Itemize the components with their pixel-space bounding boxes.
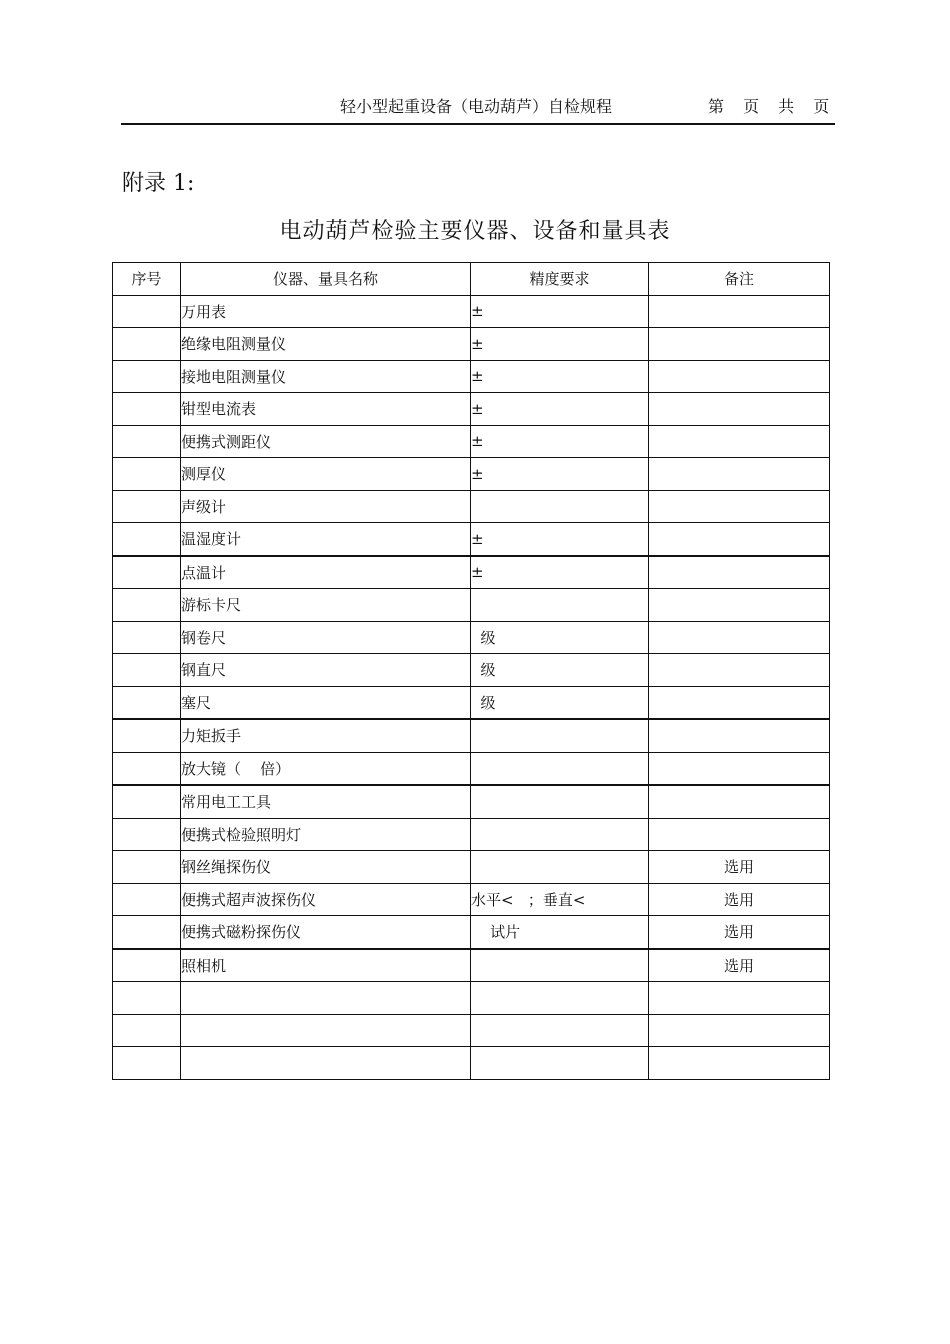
table-row	[113, 393, 830, 426]
cell-precision: ±	[471, 328, 649, 361]
table-row	[113, 490, 830, 523]
cell-instrument-name: 便携式测距仪	[181, 425, 471, 458]
header-title: 轻小型起重设备（电动葫芦）自检规程	[340, 97, 613, 116]
cell-seq	[113, 883, 181, 916]
cell-precision: ±	[471, 393, 649, 426]
cell-instrument-name: 游标卡尺	[181, 589, 471, 622]
table-row	[113, 1047, 830, 1080]
table-row	[113, 916, 830, 949]
table-row	[113, 295, 830, 328]
cell-precision	[471, 982, 649, 1015]
cell-seq	[113, 785, 181, 818]
cell-instrument-name: 万用表	[181, 295, 471, 328]
cell-precision	[471, 589, 649, 622]
cell-precision: 级	[471, 654, 649, 687]
table-row	[113, 851, 830, 884]
column-header-precision: 精度要求	[471, 263, 649, 296]
table-row	[113, 752, 830, 785]
cell-instrument-name: 常用电工工具	[181, 785, 471, 818]
cell-seq	[113, 1047, 181, 1080]
cell-precision: ±	[471, 523, 649, 556]
cell-precision	[471, 719, 649, 752]
cell-note	[649, 589, 830, 622]
cell-instrument-name: 照相机	[181, 949, 471, 982]
cell-precision: ±	[471, 425, 649, 458]
cell-note	[649, 425, 830, 458]
cell-note	[649, 393, 830, 426]
table-row	[113, 328, 830, 361]
cell-precision: 试片	[471, 916, 649, 949]
cell-precision: 级	[471, 686, 649, 719]
cell-precision: ±	[471, 458, 649, 491]
cell-seq	[113, 589, 181, 622]
column-header-seq: 序号	[113, 263, 181, 296]
cell-note	[649, 1047, 830, 1080]
cell-precision: ±	[471, 295, 649, 328]
cell-precision	[471, 490, 649, 523]
cell-seq	[113, 818, 181, 851]
cell-note	[649, 458, 830, 491]
table-row	[113, 523, 830, 556]
table-header-row	[113, 263, 830, 296]
cell-instrument-name: 温湿度计	[181, 523, 471, 556]
document-title: 电动葫芦检验主要仪器、设备和量具表	[279, 219, 671, 244]
cell-note: 选用	[649, 883, 830, 916]
cell-instrument-name: 钢丝绳探伤仪	[181, 851, 471, 884]
cell-seq	[113, 425, 181, 458]
cell-seq	[113, 851, 181, 884]
cell-seq	[113, 1014, 181, 1047]
cell-seq	[113, 916, 181, 949]
cell-instrument-name: 放大镜（ 倍）	[181, 752, 471, 785]
table-row	[113, 949, 830, 982]
cell-note: 选用	[649, 949, 830, 982]
cell-note	[649, 752, 830, 785]
cell-note	[649, 360, 830, 393]
cell-note	[649, 1014, 830, 1047]
cell-instrument-name: 便携式超声波探伤仪	[181, 883, 471, 916]
cell-instrument-name	[181, 1014, 471, 1047]
cell-precision: ±	[471, 556, 649, 589]
table-row	[113, 589, 830, 622]
instrument-table	[112, 262, 830, 1080]
table-row	[113, 425, 830, 458]
cell-precision	[471, 1014, 649, 1047]
cell-precision: ±	[471, 360, 649, 393]
cell-instrument-name: 点温计	[181, 556, 471, 589]
table-row	[113, 982, 830, 1015]
cell-note	[649, 719, 830, 752]
cell-seq	[113, 719, 181, 752]
cell-precision	[471, 752, 649, 785]
cell-precision	[471, 1047, 649, 1080]
cell-instrument-name	[181, 1047, 471, 1080]
cell-seq	[113, 328, 181, 361]
cell-instrument-name: 钳型电流表	[181, 393, 471, 426]
header-divider	[121, 123, 835, 125]
table-row	[113, 686, 830, 719]
table-row	[113, 719, 830, 752]
table-row	[113, 654, 830, 687]
cell-note	[649, 686, 830, 719]
cell-seq	[113, 295, 181, 328]
table-row	[113, 360, 830, 393]
cell-instrument-name: 接地电阻测量仪	[181, 360, 471, 393]
cell-precision: 水平< ；垂直<	[471, 883, 649, 916]
cell-seq	[113, 621, 181, 654]
cell-instrument-name: 便携式检验照明灯	[181, 818, 471, 851]
cell-note	[649, 523, 830, 556]
cell-precision: 级	[471, 621, 649, 654]
cell-note	[649, 982, 830, 1015]
cell-note	[649, 785, 830, 818]
cell-seq	[113, 393, 181, 426]
cell-seq	[113, 556, 181, 589]
cell-seq	[113, 654, 181, 687]
table-row	[113, 818, 830, 851]
cell-precision	[471, 949, 649, 982]
cell-note	[649, 328, 830, 361]
table-row	[113, 785, 830, 818]
cell-note	[649, 556, 830, 589]
cell-instrument-name: 塞尺	[181, 686, 471, 719]
cell-note	[649, 295, 830, 328]
appendix-label: 附录 1:	[122, 171, 195, 196]
table-row	[113, 1014, 830, 1047]
cell-instrument-name: 绝缘电阻测量仪	[181, 328, 471, 361]
cell-seq	[113, 982, 181, 1015]
column-header-note: 备注	[649, 263, 830, 296]
cell-note	[649, 490, 830, 523]
cell-seq	[113, 360, 181, 393]
cell-seq	[113, 490, 181, 523]
cell-seq	[113, 523, 181, 556]
cell-instrument-name: 测厚仪	[181, 458, 471, 491]
cell-note	[649, 818, 830, 851]
table-row	[113, 883, 830, 916]
cell-note: 选用	[649, 851, 830, 884]
cell-precision	[471, 818, 649, 851]
cell-instrument-name	[181, 982, 471, 1015]
table-row	[113, 621, 830, 654]
column-header-name: 仪器、量具名称	[181, 263, 471, 296]
cell-seq	[113, 949, 181, 982]
cell-instrument-name: 钢直尺	[181, 654, 471, 687]
cell-seq	[113, 458, 181, 491]
table-row	[113, 458, 830, 491]
cell-instrument-name: 力矩扳手	[181, 719, 471, 752]
cell-instrument-name: 钢卷尺	[181, 621, 471, 654]
cell-note: 选用	[649, 916, 830, 949]
cell-instrument-name: 便携式磁粉探伤仪	[181, 916, 471, 949]
table-row	[113, 556, 830, 589]
cell-precision	[471, 785, 649, 818]
page-number: 第 页 共 页	[708, 97, 830, 116]
cell-seq	[113, 686, 181, 719]
cell-note	[649, 621, 830, 654]
cell-note	[649, 654, 830, 687]
cell-instrument-name: 声级计	[181, 490, 471, 523]
cell-precision	[471, 851, 649, 884]
cell-seq	[113, 752, 181, 785]
